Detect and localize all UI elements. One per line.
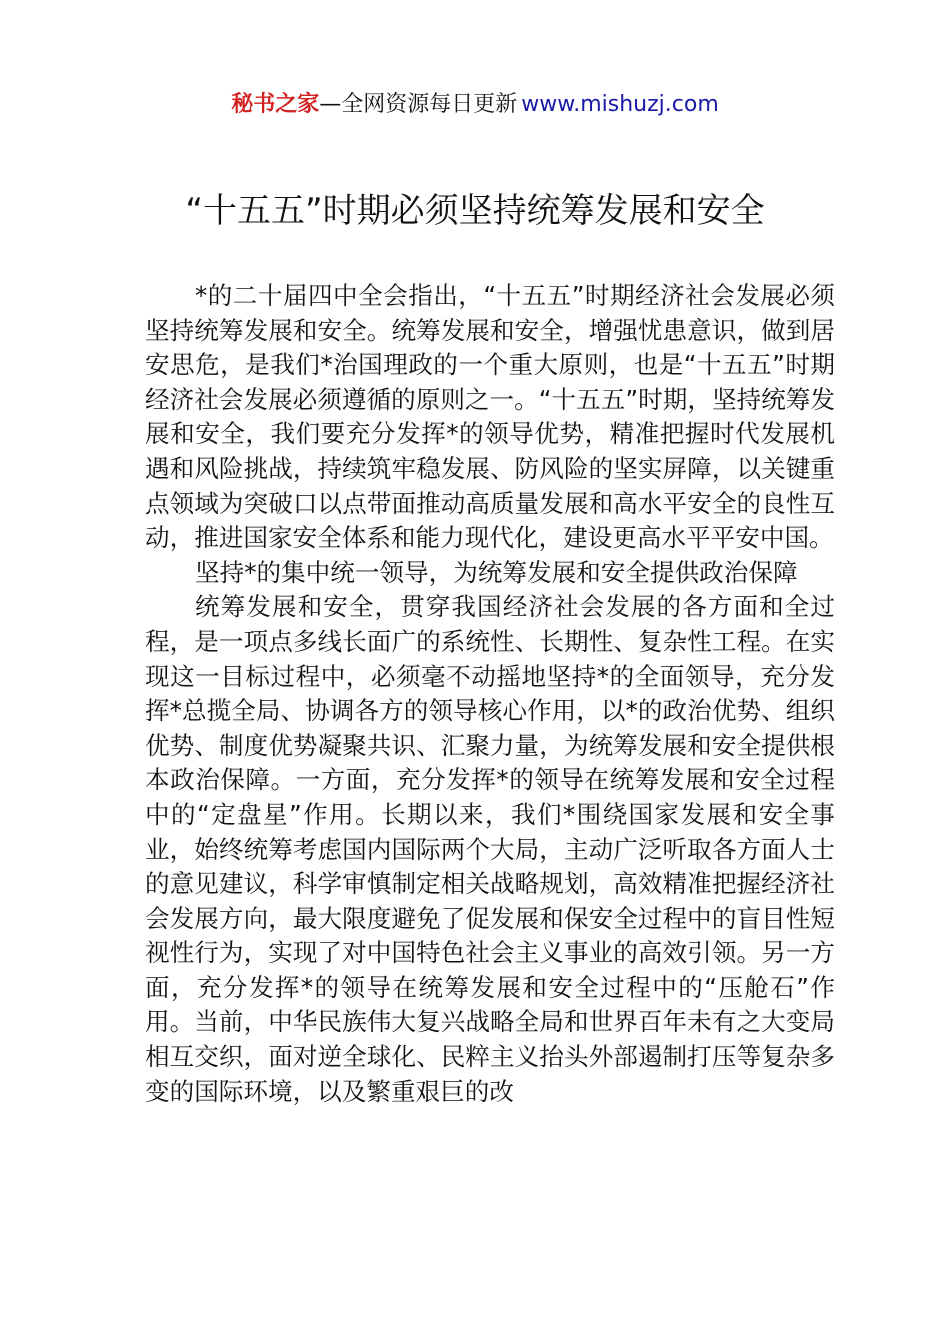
section-heading: 坚持*的集中统一领导，为统筹发展和安全提供政治保障 [195,557,798,587]
site-tagline: —全网资源每日更新 [319,92,518,117]
paragraph-intro: *的二十届四中全会指出，“十五五”时期经济社会发展必须坚持统筹发展和安全。统筹发展和安全，增强忧患意识，做到居安思危，是我们*治国理政的一个重大原则，也是“十五五”时期经济社会发展必须遵循的原则之一。“十五五”时期，坚持统筹发展和安全，我们要充分发挥*的领导优势，精准把握时代发展机遇和风险挑战，持续筑牢稳发展、防风险的坚实屏障，以关键重点领域为突破口以点带面推动高质量发展和高水平安全的良性互动，推进国家安全体系和能力现代化，建设更高水平平安中国。 [145,281,836,553]
site-header [0,88,950,122]
site-url-link[interactable]: www.mishuzj.com [521,92,719,117]
document-body [145,279,835,1109]
paragraph-section-body: 统筹发展和安全，贯穿我国经济社会发展的各方面和全过程，是一项点多线长面广的系统性、长期性、复杂性工程。在实现这一目标过程中，必须毫不动摇地坚持*的全面领导，充分发挥*总揽全局、协调各方的领导核心作用，以*的政治优势、组织优势、制度优势凝聚共识、汇聚力量，为统筹发展和安全提供根本政治保障。一方面，充分发挥*的领导在统筹发展和安全过程中的“定盘星”作用。长期以来，我们*围绕国家发展和安全事业，始终统筹考虑国内国际两个大局，主动广泛听取各方面人士的意见建议，科学审慎制定相关战略规划，高效精准把握经济社会发展方向，最大限度避免了促发展和保安全过程中的盲目性短视性行为，实现了对中国特色社会主义事业的高效引领。另一方面，充分发挥*的领导在统筹发展和安全过程中的“压舱石”作用。当前，中华民族伟大复兴战略全局和世界百年未有之大变局相互交织，面对逆全球化、民粹主义抬头外部遏制打压等复杂多变的国际环境，以及繁重艰巨的改 [145,592,835,1106]
document-title: “十五五”时期必须坚持统筹发展和安全 [185,191,765,231]
site-brand: 秘书之家 [231,92,320,117]
